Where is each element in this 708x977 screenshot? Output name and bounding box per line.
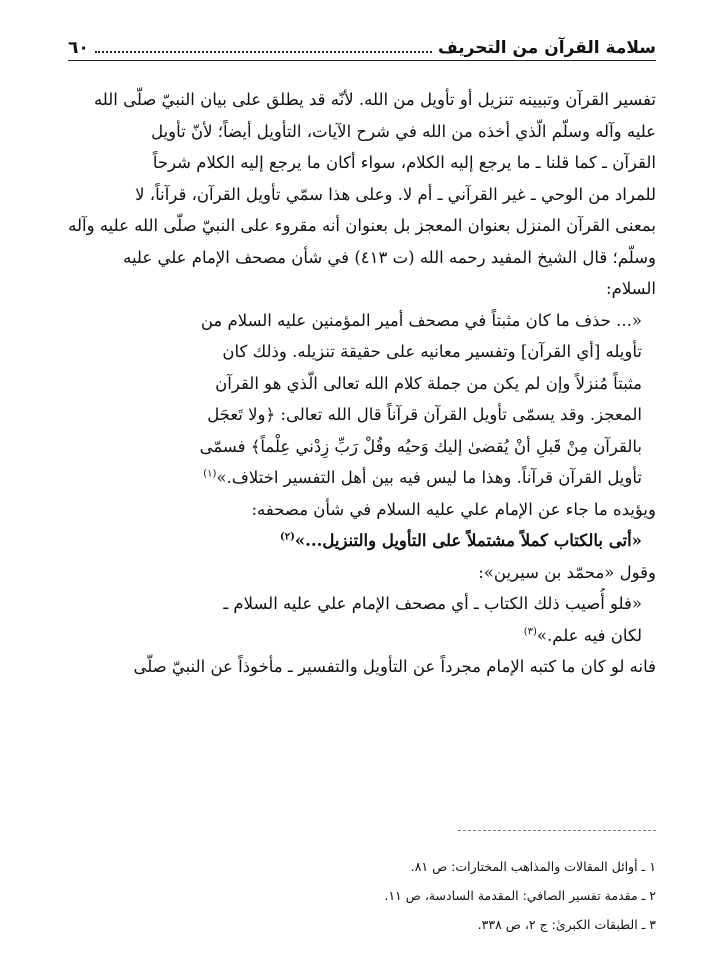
running-title: سلامة القرآن من التحريف xyxy=(437,38,656,58)
body-line: تفسير القرآن وتبيينه تنزيل أو تأويل من الله. لأنّه قد يطلق على بيان النبيّ صلّى الله xyxy=(93,90,656,109)
quote-text: لكان فيه علم.» xyxy=(536,625,642,645)
quote-text: تأويل القرآن قرآناً. وهذا ما ليس فيه بين أهل التفسير اختلاف.» xyxy=(216,468,642,487)
body-line: ويؤيده ما جاء عن الإمام علي عليه السلام في شأن مصحفه: xyxy=(251,499,656,519)
quote-line xyxy=(66,525,656,557)
body-line: القرآن ـ كما قلنا ـ ما يرجع إليه الكلام، سواء أكان ما يرجع إليه الكلام شرحاً xyxy=(152,153,656,172)
footnote-ref-2[interactable]: (٢) xyxy=(279,531,295,543)
quote-line: «فلو أُصيب ذلك الكتاب ـ أي مصحف الإمام علي عليه السلام ـ xyxy=(223,594,642,613)
page-number: ٦٠ xyxy=(68,38,89,58)
body-line: وقول «محمّد بن سيرين»: xyxy=(478,562,656,582)
running-header xyxy=(68,28,656,58)
footnotes xyxy=(66,852,656,939)
footnote-ref-3[interactable]: (٣) xyxy=(523,626,537,637)
footnote-1: ١ ـ أوائل المقالات والمذاهب المختارات: ص ٨١. xyxy=(410,859,656,874)
quote-line: تأويله [أي القرآن] وتفسير معانيه على حقيقة تنزيله. وذلك كان xyxy=(222,342,642,361)
body-line: للمراد من الوحي ـ غير القرآني ـ أم لا. وعلى هذا سمّي تأويل القرآن، قرآناً، لا xyxy=(135,184,656,204)
body-line: فانه لو كان ما كتبه الإمام مجرداً عن التأويل والتفسير ـ مأخوذاً عن النبيّ صلّى xyxy=(133,657,656,676)
quote-line: مثبتاً مُنزلاً وإن لم يكن من جملة كلام الله تعالى الّذي هو القرآن xyxy=(215,373,642,393)
quote-line-last xyxy=(66,620,656,652)
body-line: عليه وآله وسلّم الّذي أخذه من الله في شرح الآيات، التأويل أيضاً؛ لأنّ تأويل xyxy=(151,121,656,141)
quote-line: بالقرآن مِنْ قَبلِ أنْ يُقضىٰ إليك وَحيُه وقُلْ رَبِّ زِدْني عِلْماً﴾ فسمّى xyxy=(199,436,642,456)
header-rule xyxy=(68,60,656,61)
quote-text: «أتى بالكتاب كملاً مشتملاً على التأويل والتنزيل...» xyxy=(294,531,642,550)
footnote-ref-1[interactable]: (١) xyxy=(203,468,217,480)
header-leader-dots xyxy=(95,51,432,53)
quote-line: المعجز. وقد يسمّى تأويل القرآن قرآناً قال الله تعالى: ﴿ولا تَعجَل xyxy=(207,405,642,424)
body-line: وسلّم؛ قال الشيخ المفيد رحمه الله (ت ٤١٣) في شأن مصحف الإمام علي عليه xyxy=(123,247,656,267)
body-line: السلام: xyxy=(606,279,656,298)
footnote-3: ٣ ـ الطبقات الكبرىٰ: ج ٢، ص ٣٣٨. xyxy=(477,917,656,932)
main-text xyxy=(66,84,656,683)
body-line: بمعنى القرآن المنزل بعنوان المعجز بل بعنوان أنه مقروء على النبيّ صلّى الله عليه وآله xyxy=(68,216,656,235)
footnote-separator xyxy=(458,830,656,831)
quote-line-last xyxy=(66,462,656,494)
footnote-2: ٢ ـ مقدمة تفسير الصافي: المقدمة السادسة، ص ١١. xyxy=(384,888,656,903)
quote-line: «... حذف ما كان مثبتاً في مصحف أمير المؤمنين عليه السلام من xyxy=(200,310,642,330)
